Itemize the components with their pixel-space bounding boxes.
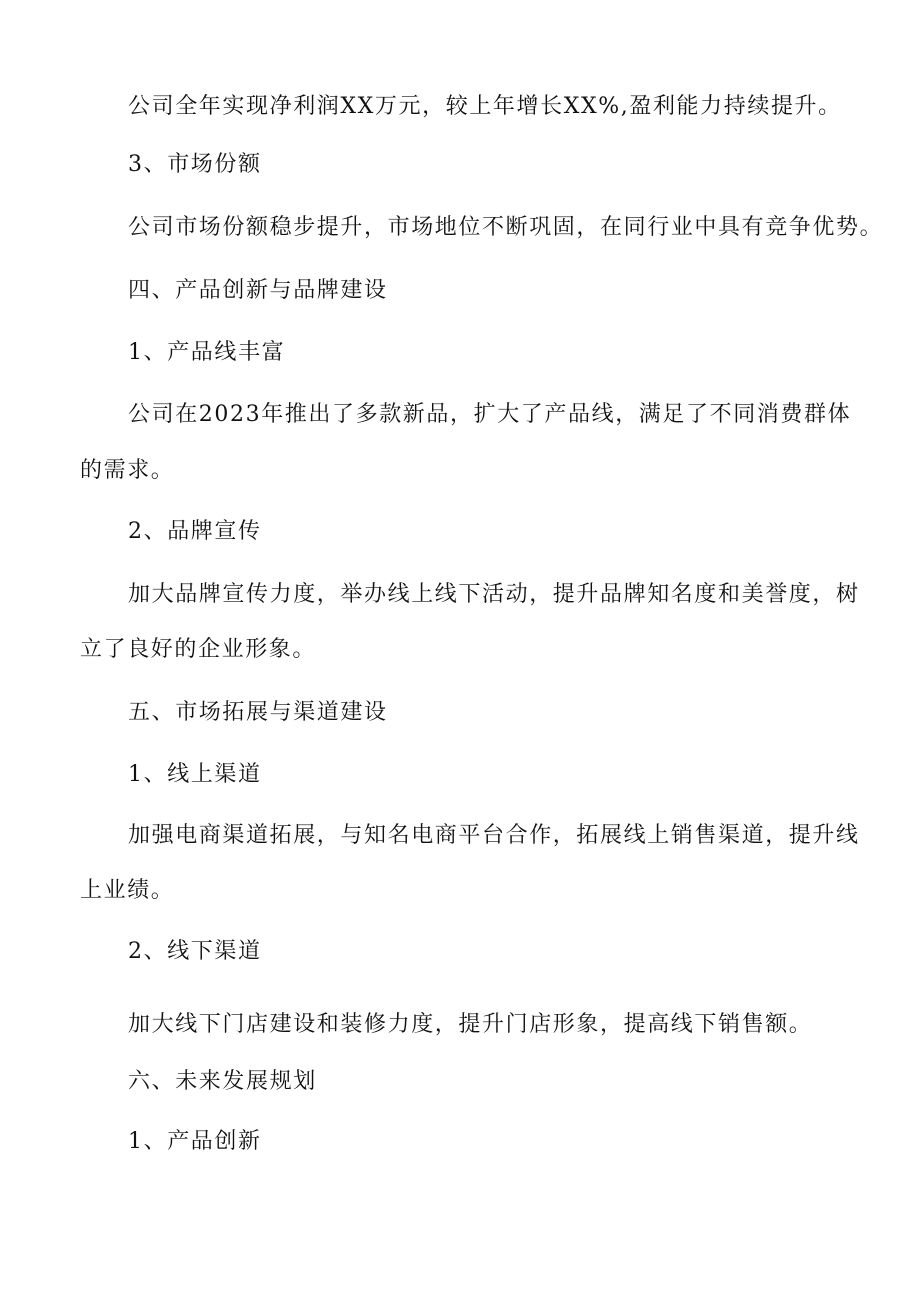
heading-market-share: 3、市场份额: [128, 152, 262, 177]
paragraph-offline-channel: 加大线下门店建设和装修力度，提升门店形象，提高线下销售额。: [128, 1012, 813, 1037]
paragraph-brand-promotion-2: 立了良好的企业形象。: [80, 637, 317, 662]
section-heading-product-brand: 四、产品创新与品牌建设: [128, 278, 388, 303]
heading-online-channel: 1、线上渠道: [128, 762, 262, 787]
paragraph-online-channel-2: 上业绩。: [80, 878, 175, 903]
paragraph-market-share: 公司市场份额稳步提升，市场地位不断巩固，在同行业中具有竞争优势。: [128, 215, 884, 240]
heading-offline-channel: 2、线下渠道: [128, 939, 262, 964]
heading-brand-promotion: 2、品牌宣传: [128, 519, 262, 544]
section-heading-market-channel: 五、市场拓展与渠道建设: [128, 700, 388, 725]
section-heading-future-plan: 六、未来发展规划: [128, 1069, 317, 1094]
paragraph-online-channel-1: 加强电商渠道拓展，与知名电商平台合作，拓展线上销售渠道，提升线: [128, 823, 860, 848]
paragraph-product-line-1: 公司在2023年推出了多款新品，扩大了产品线，满足了不同消费群体: [128, 402, 852, 427]
paragraph-brand-promotion-1: 加大品牌宣传力度，举办线上线下活动，提升品牌知名度和美誉度，树: [128, 582, 860, 607]
paragraph-product-line-2: 的需求。: [80, 458, 175, 483]
paragraph-net-profit: 公司全年实现净利润XX万元，较上年增长XX%,盈利能力持续提升。: [128, 94, 842, 119]
heading-product-line: 1、产品线丰富: [128, 340, 286, 365]
heading-product-innovation: 1、产品创新: [128, 1129, 262, 1154]
